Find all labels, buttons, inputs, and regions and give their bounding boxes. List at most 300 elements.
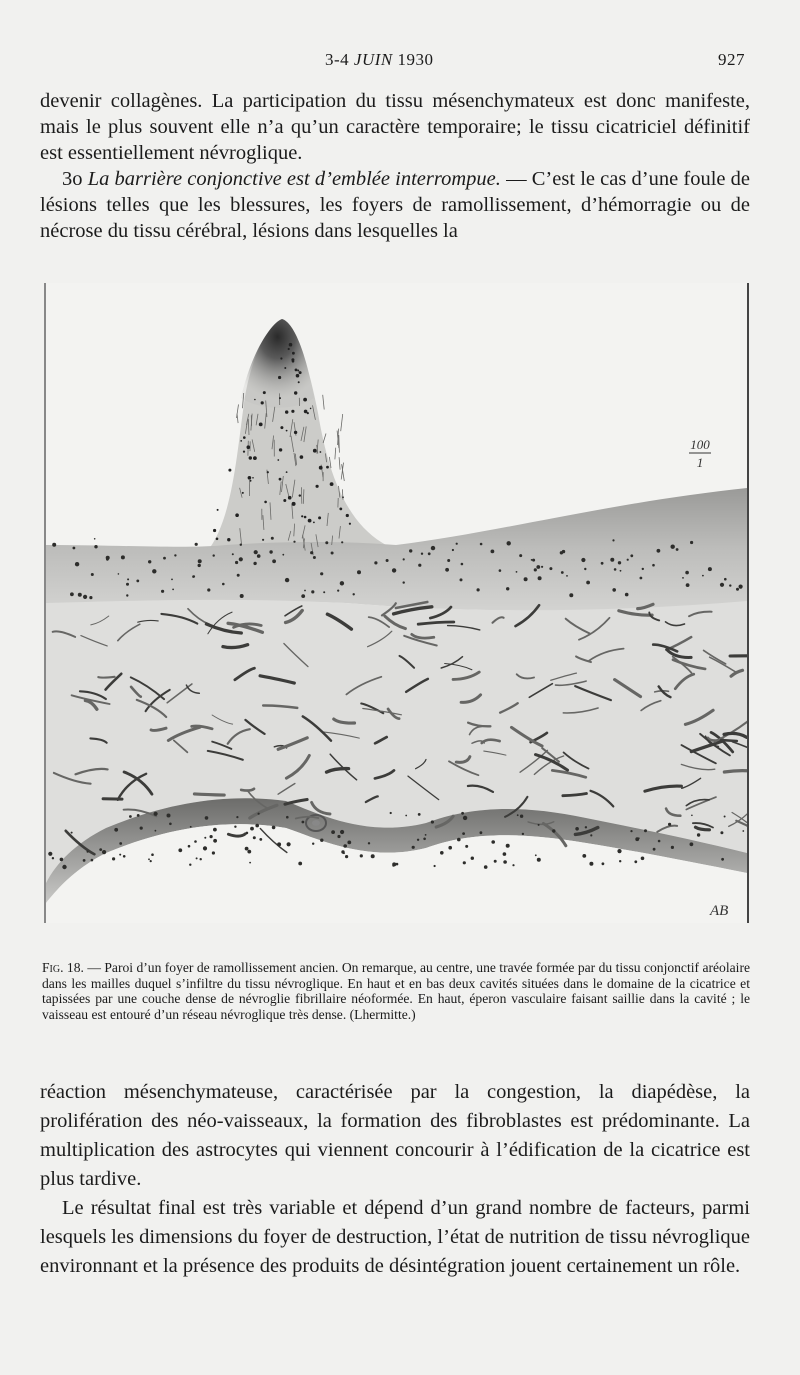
glial-nucleus xyxy=(343,844,347,848)
glial-nucleus xyxy=(250,827,254,831)
running-head-date: 3-4 JUIN 1930 xyxy=(325,50,434,69)
glial-nucleus xyxy=(506,587,509,590)
glial-nucleus xyxy=(630,830,632,832)
glial-nucleus xyxy=(213,828,217,832)
glial-nucleus xyxy=(353,593,355,595)
glial-nucleus xyxy=(48,852,52,856)
glial-nucleus xyxy=(371,854,375,858)
spur-nucleus xyxy=(254,399,256,401)
spur-nucleus xyxy=(288,348,290,350)
glial-nucleus xyxy=(582,854,586,858)
glial-nucleus xyxy=(312,843,314,845)
glial-nucleus xyxy=(240,544,242,546)
glial-nucleus xyxy=(724,816,726,818)
glial-nucleus xyxy=(345,855,348,858)
spur-nucleus xyxy=(278,376,281,379)
glial-nucleus xyxy=(461,812,464,815)
artist-initials: AB xyxy=(710,903,729,919)
glial-nucleus xyxy=(148,560,151,563)
glial-nucleus xyxy=(641,857,645,861)
glial-nucleus xyxy=(83,595,87,599)
glial-nucleus xyxy=(671,545,675,549)
glial-nucleus xyxy=(503,852,507,856)
glial-nucleus xyxy=(126,583,129,586)
glial-nucleus xyxy=(421,553,423,555)
figure-caption-text: — Paroi d’un foyer de ramollissement ancien. On remarque, au centre, une travée formée par du tissu conjonctif aréolaire dans les mailles duquel s’infiltre du tissu névroglique. En haut et en bas deux cavités situées dans le domaine de la cicatrice et tapissées par une couche dense de névroglie fibrillaire néoformée. En haut, éperon vasculaire faisant saillie dans la cavité ; le vaisseau est entouré d’un réseau névroglique très dense. (Lhermitte.) xyxy=(42,960,750,1022)
spur-nucleus xyxy=(227,538,230,541)
glial-nucleus xyxy=(286,816,289,819)
glial-nucleus xyxy=(409,549,412,552)
glial-nucleus xyxy=(119,854,121,856)
glial-nucleus xyxy=(237,574,240,577)
glial-nucleus xyxy=(425,834,427,836)
glial-nucleus xyxy=(403,558,405,560)
glial-nucleus xyxy=(560,551,563,554)
glial-nucleus xyxy=(585,826,587,828)
glial-nucleus xyxy=(357,570,361,574)
glial-nucleus xyxy=(178,848,182,852)
glial-nucleus xyxy=(602,862,605,865)
glial-nucleus xyxy=(541,566,543,568)
glial-nucleus xyxy=(304,590,306,592)
spur-nucleus xyxy=(320,451,322,453)
glial-nucleus xyxy=(685,571,689,575)
glial-nucleus xyxy=(618,561,621,564)
glial-nucleus xyxy=(200,858,202,860)
glial-nucleus xyxy=(140,827,143,830)
glial-nucleus xyxy=(682,577,684,579)
glial-nucleus xyxy=(52,857,54,859)
glial-nucleus xyxy=(584,568,586,570)
spur-nucleus xyxy=(318,516,321,519)
spur-nucleus xyxy=(243,436,246,439)
glial-nucleus xyxy=(163,557,166,560)
glial-nucleus xyxy=(418,564,421,567)
spur-nucleus xyxy=(299,494,301,496)
spur-nucleus xyxy=(304,516,307,519)
spur-nucleus xyxy=(286,430,288,432)
glial-nucleus xyxy=(676,548,679,551)
glial-nucleus xyxy=(642,568,644,570)
glial-nucleus xyxy=(331,830,335,834)
glial-nucleus xyxy=(634,860,637,863)
connective-fiber xyxy=(194,794,224,795)
spur-nucleus xyxy=(313,522,315,524)
glial-nucleus xyxy=(91,859,94,862)
glial-nucleus xyxy=(257,554,261,558)
glial-nucleus xyxy=(259,838,262,841)
glial-nucleus xyxy=(516,571,518,573)
spur-nucleus xyxy=(249,456,252,459)
glial-nucleus xyxy=(311,590,314,593)
connective-fiber xyxy=(98,677,114,678)
glial-nucleus xyxy=(494,860,497,863)
glial-nucleus xyxy=(610,558,614,562)
glial-nucleus xyxy=(73,547,76,550)
spur-nucleus xyxy=(292,360,295,363)
spur-nucleus xyxy=(297,370,299,372)
glial-nucleus xyxy=(277,842,281,846)
glial-nucleus xyxy=(653,848,656,851)
glial-nucleus xyxy=(204,837,206,839)
spur-nucleus xyxy=(303,398,307,402)
glial-nucleus xyxy=(575,827,579,831)
glial-nucleus xyxy=(477,588,480,591)
spur-nucleus xyxy=(316,485,319,488)
glial-nucleus xyxy=(506,844,510,848)
top-body-text xyxy=(40,88,750,244)
glial-nucleus xyxy=(581,558,585,562)
glial-nucleus xyxy=(172,589,174,591)
glial-nucleus xyxy=(431,820,434,823)
glial-nucleus xyxy=(272,826,276,830)
spur-nucleus xyxy=(261,401,264,404)
glial-nucleus xyxy=(668,823,671,826)
glial-nucleus xyxy=(448,846,452,850)
spur-nucleus xyxy=(248,476,252,480)
spur-nucleus xyxy=(292,502,296,506)
glial-nucleus xyxy=(325,541,328,544)
glial-nucleus xyxy=(198,564,201,567)
glial-nucleus xyxy=(195,543,198,546)
glial-nucleus xyxy=(549,567,552,570)
glial-nucleus xyxy=(271,537,274,540)
glial-nucleus xyxy=(690,842,694,846)
glial-nucleus xyxy=(386,559,389,562)
spur-nucleus xyxy=(217,509,219,511)
glial-nucleus xyxy=(640,577,643,580)
glial-nucleus xyxy=(155,830,157,832)
glial-nucleus xyxy=(301,594,305,598)
spur-nucleus xyxy=(252,477,254,479)
glial-nucleus xyxy=(171,579,173,581)
glial-nucleus xyxy=(532,559,535,562)
glial-nucleus xyxy=(644,829,647,832)
spur-nucleus xyxy=(349,523,351,525)
glial-nucleus xyxy=(272,559,276,563)
glial-nucleus xyxy=(465,845,468,848)
glial-nucleus xyxy=(417,839,419,841)
spur-nucleus xyxy=(292,352,295,355)
glial-nucleus xyxy=(347,841,351,845)
spur-nucleus xyxy=(288,496,292,500)
glial-nucleus xyxy=(491,550,495,554)
glial-nucleus xyxy=(721,858,724,861)
glial-nucleus xyxy=(390,812,392,814)
glial-nucleus xyxy=(569,593,573,597)
magnification-numerator: 100 xyxy=(690,437,710,452)
glial-nucleus xyxy=(524,577,528,581)
glial-nucleus xyxy=(154,812,158,816)
spur-nucleus xyxy=(289,343,293,347)
glial-nucleus xyxy=(343,852,345,854)
glial-nucleus xyxy=(590,834,592,836)
glial-nucleus xyxy=(253,836,256,839)
glial-nucleus xyxy=(512,864,514,866)
glial-nucleus xyxy=(418,813,421,816)
glial-nucleus xyxy=(614,568,617,571)
glial-nucleus xyxy=(396,863,399,866)
glial-nucleus xyxy=(190,826,192,828)
glial-nucleus xyxy=(480,543,483,546)
body-paragraph: réaction mésenchymateuse, caractérisée par la congestion, la diapédèse, la prolifération des néo-vaisseaux, la formation des fibroblastes est prédominante. La multiplication des astrocytes qui viennent concourir à l’édification de la cicatrice est plus tardive. xyxy=(40,1081,750,1190)
glial-nucleus xyxy=(112,857,115,860)
glial-nucleus xyxy=(337,835,340,838)
spur-nucleus xyxy=(280,426,283,429)
glial-nucleus xyxy=(236,816,238,818)
glial-nucleus xyxy=(148,858,150,860)
glial-nucleus xyxy=(71,832,73,834)
glial-nucleus xyxy=(188,845,191,848)
glial-nucleus xyxy=(586,581,590,585)
glial-nucleus xyxy=(118,573,120,575)
glial-nucleus xyxy=(94,545,97,548)
glial-nucleus xyxy=(461,563,464,566)
glial-nucleus xyxy=(253,562,256,565)
body-paragraph: devenir collagènes. La participation du tissu mésenchymateux est donc manifeste, mais le plus souvent elle n’a qu’un caractère temporaire; le tissu cicatriciel définitif est essentiellement névroglique. xyxy=(40,90,750,164)
glial-nucleus xyxy=(269,550,272,553)
glial-nucleus xyxy=(287,842,291,846)
glial-nucleus xyxy=(561,571,564,574)
glial-nucleus xyxy=(258,813,260,815)
glial-nucleus xyxy=(620,570,622,572)
glial-nucleus xyxy=(612,588,616,592)
spur-nucleus xyxy=(277,459,279,461)
glial-nucleus xyxy=(119,842,122,845)
spur-nucleus xyxy=(330,482,334,486)
glial-nucleus xyxy=(320,839,323,842)
glial-nucleus xyxy=(246,832,249,835)
glial-nucleus xyxy=(235,561,238,564)
spur-nucleus xyxy=(267,471,269,473)
glial-nucleus xyxy=(531,559,533,561)
glial-nucleus xyxy=(193,575,195,577)
illustration-drawing xyxy=(46,283,747,923)
glial-nucleus xyxy=(538,576,542,580)
glial-nucleus xyxy=(625,593,629,597)
glial-nucleus xyxy=(601,562,604,565)
glial-nucleus xyxy=(136,580,139,583)
glial-nucleus xyxy=(702,575,704,577)
glial-nucleus xyxy=(742,830,744,832)
spur-nucleus xyxy=(326,466,329,469)
glial-nucleus xyxy=(434,865,436,867)
glial-nucleus xyxy=(440,851,444,855)
glial-nucleus xyxy=(198,559,202,563)
running-head-month: JUIN xyxy=(353,50,393,69)
glial-nucleus xyxy=(340,830,344,834)
glial-nucleus xyxy=(686,583,690,587)
glial-nucleus xyxy=(392,864,394,866)
glial-nucleus xyxy=(658,840,661,843)
connective-fiber xyxy=(721,740,737,741)
glial-nucleus xyxy=(222,583,225,586)
glial-nucleus xyxy=(127,578,129,580)
spur-nucleus xyxy=(235,513,239,517)
spur-nucleus xyxy=(346,514,349,517)
glial-nucleus xyxy=(522,833,524,835)
glial-nucleus xyxy=(302,821,305,824)
spur-nucleus xyxy=(342,496,344,498)
spur-nucleus xyxy=(264,501,267,504)
glial-nucleus xyxy=(213,554,215,556)
glial-nucleus xyxy=(612,539,614,541)
glial-nucleus xyxy=(589,862,593,866)
glial-nucleus xyxy=(457,838,461,842)
glial-nucleus xyxy=(619,860,621,862)
glial-nucleus xyxy=(720,583,724,587)
glial-nucleus xyxy=(210,835,213,838)
glial-nucleus xyxy=(298,862,302,866)
spur-nucleus xyxy=(291,410,294,413)
glial-nucleus xyxy=(310,551,313,554)
glial-nucleus xyxy=(452,549,454,551)
glial-nucleus xyxy=(736,588,739,591)
glial-nucleus xyxy=(534,568,537,571)
glial-nucleus xyxy=(538,824,540,826)
glial-nucleus xyxy=(463,816,467,820)
section-lead-italic: La barrière conjonctive est d’emblée interrompue. xyxy=(87,168,501,190)
spur-nucleus xyxy=(242,492,244,494)
section-number: 3o xyxy=(62,168,83,190)
glial-nucleus xyxy=(129,815,132,818)
spur-nucleus xyxy=(285,410,288,413)
glial-nucleus xyxy=(739,585,743,589)
glial-nucleus xyxy=(169,823,172,826)
spur-nucleus xyxy=(279,478,282,481)
glial-nucleus xyxy=(463,861,466,864)
glial-nucleus xyxy=(121,555,125,559)
glial-nucleus xyxy=(403,581,405,583)
glial-nucleus xyxy=(431,546,435,550)
spur-nucleus xyxy=(263,391,266,394)
glial-nucleus xyxy=(537,858,541,862)
glial-nucleus xyxy=(249,862,251,864)
spur-nucleus xyxy=(296,374,300,378)
glial-nucleus xyxy=(161,590,164,593)
glial-nucleus xyxy=(652,564,655,567)
spur-nucleus xyxy=(279,397,281,399)
glial-nucleus xyxy=(62,865,66,869)
glial-nucleus xyxy=(320,572,323,575)
glial-nucleus xyxy=(412,846,415,849)
glial-nucleus xyxy=(691,815,693,817)
spur-nucleus xyxy=(319,466,323,470)
spur-nucleus xyxy=(243,451,245,453)
glial-nucleus xyxy=(368,842,370,844)
spur-nucleus xyxy=(240,440,242,442)
spur-nucleus xyxy=(259,423,263,427)
glial-nucleus xyxy=(89,596,92,599)
spur-nucleus xyxy=(313,449,317,453)
spur-nucleus xyxy=(280,357,282,359)
glial-nucleus xyxy=(447,559,450,562)
glial-nucleus xyxy=(657,549,661,553)
glial-nucleus xyxy=(114,828,118,832)
glial-nucleus xyxy=(282,554,284,556)
glial-nucleus xyxy=(630,554,633,557)
glial-nucleus xyxy=(60,858,64,862)
section-rest-text: — C’est le cas d’une foule de lésions telles que les blessures, les foyers de ramollissement, d’hémorragie ou de nécrose du tissu cérébral, lésions dans lesquelles la xyxy=(40,168,751,242)
glial-nucleus xyxy=(445,568,449,572)
figure-label: Fig. 18. xyxy=(42,960,84,975)
glial-nucleus xyxy=(196,857,198,859)
glial-nucleus xyxy=(151,853,154,856)
glial-nucleus xyxy=(205,816,209,820)
spur-nucleus xyxy=(339,508,342,511)
spur-nucleus xyxy=(310,408,312,410)
glial-nucleus xyxy=(123,855,126,858)
glial-nucleus xyxy=(471,857,474,860)
spur-nucleus xyxy=(216,538,219,541)
glial-nucleus xyxy=(671,846,674,849)
spur-nucleus xyxy=(295,369,298,372)
glial-nucleus xyxy=(552,829,555,832)
glial-nucleus xyxy=(99,848,102,851)
glial-nucleus xyxy=(313,556,316,559)
glial-nucleus xyxy=(232,553,234,555)
histology-illustration xyxy=(44,283,749,923)
glial-nucleus xyxy=(285,578,289,582)
glial-nucleus xyxy=(52,543,56,547)
glial-nucleus xyxy=(247,850,251,854)
spur-nucleus xyxy=(284,367,286,369)
spur-nucleus xyxy=(279,448,282,451)
glial-nucleus xyxy=(239,557,243,561)
glial-nucleus xyxy=(617,849,621,853)
glial-nucleus xyxy=(697,833,700,836)
glial-nucleus xyxy=(729,584,731,586)
glial-nucleus xyxy=(627,559,629,561)
glial-nucleus xyxy=(520,815,523,818)
glial-nucleus xyxy=(690,541,693,544)
glial-nucleus xyxy=(428,552,431,555)
glial-nucleus xyxy=(720,831,723,834)
glial-nucleus xyxy=(503,860,507,864)
glial-nucleus xyxy=(536,565,540,569)
glial-nucleus xyxy=(75,562,79,566)
glial-nucleus xyxy=(255,824,259,828)
spur-nucleus xyxy=(250,480,252,482)
glial-nucleus xyxy=(234,826,236,828)
spur-nucleus xyxy=(286,471,288,473)
glial-nucleus xyxy=(189,864,191,866)
spur-nucleus xyxy=(283,499,286,502)
glial-nucleus xyxy=(507,541,511,545)
glial-nucleus xyxy=(70,592,74,596)
glial-nucleus xyxy=(456,543,458,545)
spur-nucleus xyxy=(304,410,308,414)
glial-nucleus xyxy=(392,568,396,572)
glial-nucleus xyxy=(708,567,712,571)
glial-nucleus xyxy=(152,569,156,573)
glial-nucleus xyxy=(337,590,339,592)
glial-nucleus xyxy=(106,556,110,560)
glial-nucleus xyxy=(83,859,86,862)
glial-nucleus xyxy=(174,554,176,556)
glial-nucleus xyxy=(499,569,502,572)
glial-nucleus xyxy=(423,838,426,841)
glial-nucleus xyxy=(137,814,140,817)
spur-nucleus xyxy=(299,371,302,374)
glial-nucleus xyxy=(212,851,215,854)
body-paragraph: Le résultat final est très variable et dépend d’un grand nombre de facteurs, parmi lesquels les dimensions du foyer de destruction, l’état de nutrition de tissu névroglique environnant et la présence des produits de désintégration jouent certainement un rôle. xyxy=(40,1197,750,1277)
glial-nucleus xyxy=(167,814,171,818)
glial-nucleus xyxy=(213,839,217,843)
glial-nucleus xyxy=(331,552,334,555)
glial-nucleus xyxy=(91,573,94,576)
spur-nucleus xyxy=(213,529,216,532)
